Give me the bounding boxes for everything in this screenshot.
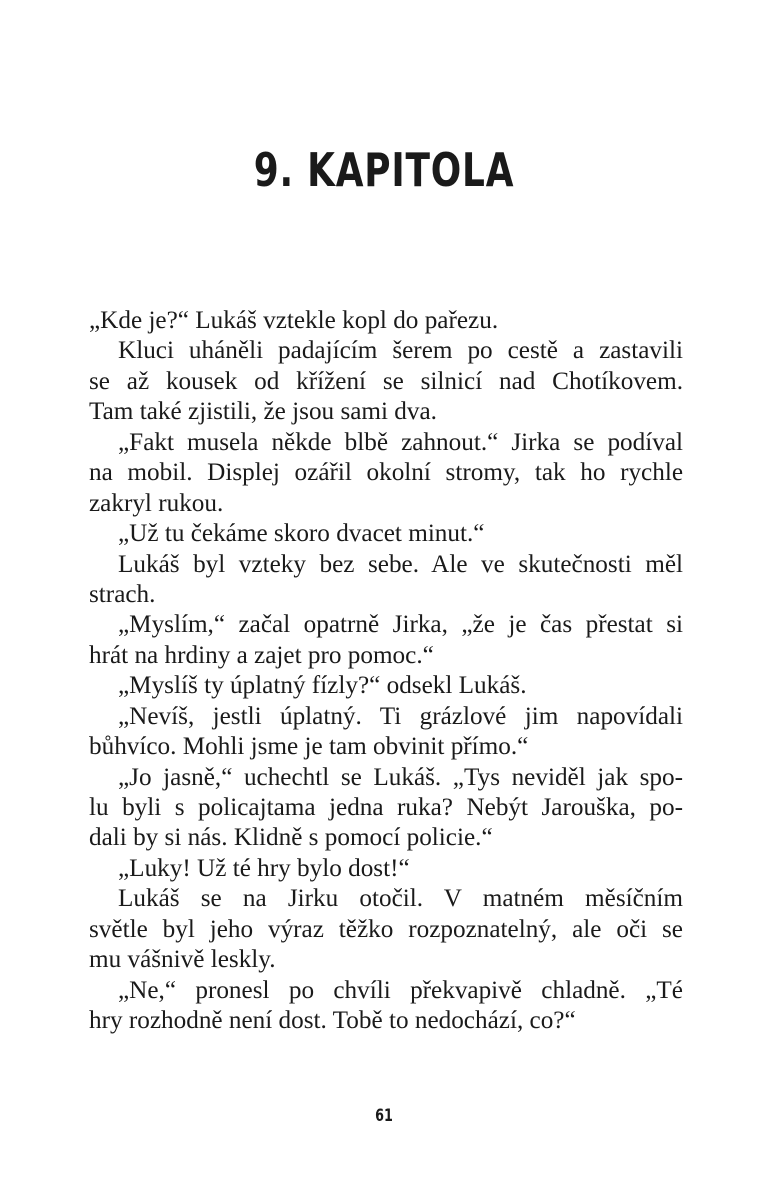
chapter-title: 9. KAPITOLA [253, 143, 515, 197]
text-line: lu byli s policajtama jedna ruka? Nebýt Jarouška, po- [89, 794, 683, 821]
text-line: Lukáš byl vzteky bez sebe. Ale ve skutečnosti měl [118, 550, 683, 578]
text-line: hrát na hrdiny a zajet pro pomoc.“ [89, 641, 434, 669]
body-text [89, 306, 683, 1037]
text-line: Tam také zjistili, že jsou sami dva. [89, 398, 437, 426]
text-line: mu vášnivě leskly. [89, 946, 276, 974]
text-line: na mobil. Displej ozářil okolní stromy, tak ho rychle [89, 459, 683, 487]
text-line: „Už tu čekáme skoro dvacet minut.“ [118, 520, 485, 548]
text-line: se až kousek od křížení se silnicí nad Chotíkovem. [89, 367, 683, 395]
page-number: 61 [375, 1106, 393, 1126]
text-line: „Nevíš, jestli úplatný. Ti grázlové jim napovídali [118, 702, 683, 730]
text-line: světle byl jeho výraz těžko rozpoznatelný, ale oči se [89, 915, 683, 943]
text-line: strach. [89, 580, 156, 608]
text-line: dali by si nás. Klidně s pomocí policie.“ [89, 824, 493, 852]
text-line: „Jo jasně,“ uchechtl se Lukáš. „Tys neviděl jak spo- [118, 763, 683, 791]
text-line: hry rozhodně není dost. Tobě to nedochází, co?“ [89, 1007, 576, 1035]
text-line: „Myslím,“ začal opatrně Jirka, „že je čas přestat si [118, 611, 683, 639]
text-line: „Fakt musela někde blbě zahnout.“ Jirka se podíval [118, 428, 683, 456]
text-line: „Luky! Už té hry bylo dost!“ [118, 854, 410, 882]
text-line: Lukáš se na Jirku otočil. V matném měsíčním [118, 885, 683, 913]
text-line: „Kde je?“ Lukáš vztekle kopl do pařezu. [89, 307, 499, 334]
text-line: „Ne,“ pronesl po chvíli překvapivě chladně. „Té [118, 976, 683, 1004]
text-line: bůhvíco. Mohli jsme je tam obvinit přímo.“ [89, 733, 529, 761]
text-line: „Myslíš ty úplatný fízly?“ odsekl Lukáš. [118, 672, 527, 700]
text-line: zakryl rukou. [89, 489, 224, 517]
text-line: Kluci uháněli padajícím šerem po cestě a zastavili [118, 337, 683, 365]
